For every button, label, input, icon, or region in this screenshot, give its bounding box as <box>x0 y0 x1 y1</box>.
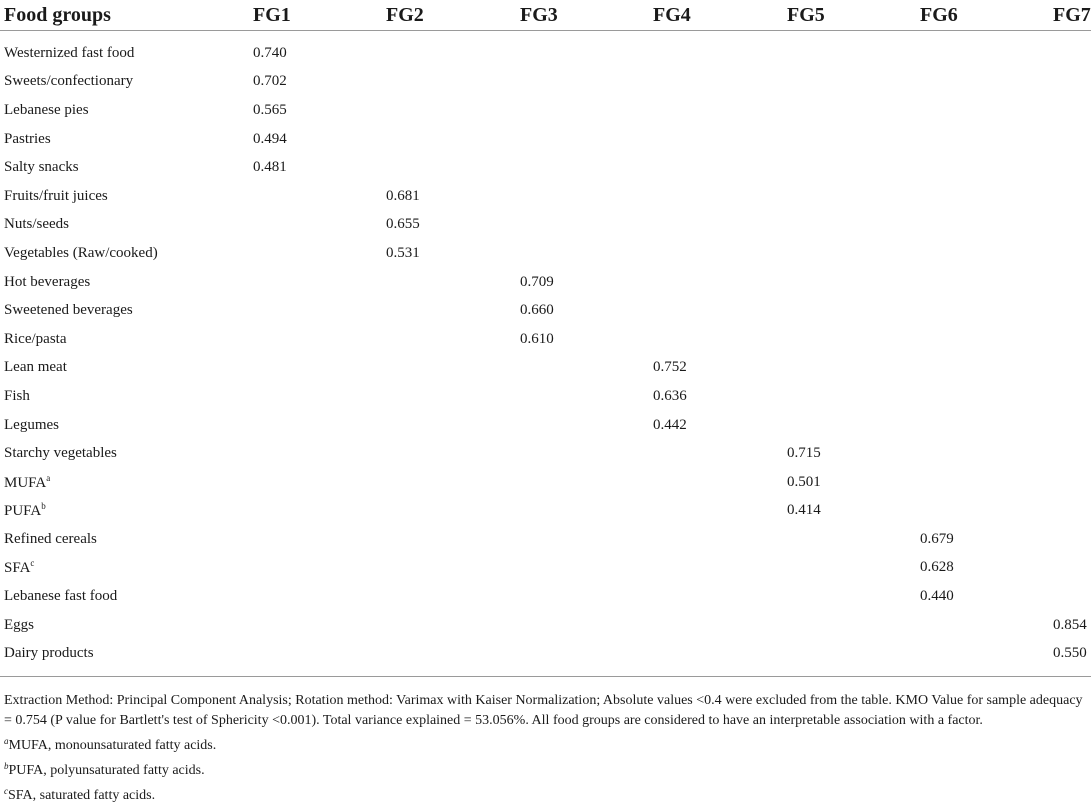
loading-cell-fg3 <box>516 182 649 211</box>
table-row <box>0 31 1091 68</box>
loading-cell-fg7 <box>1049 153 1091 182</box>
table-row <box>0 96 1091 125</box>
loading-cell-fg6 <box>916 96 1049 125</box>
loading-cell-fg1 <box>249 525 382 554</box>
loading-cell-fg3 <box>516 611 649 640</box>
loading-cell-fg6 <box>916 296 1049 325</box>
table-row <box>0 182 1091 211</box>
column-header-fg4: FG4 <box>653 3 691 26</box>
loading-cell-fg1 <box>249 611 382 640</box>
loading-cell-fg3 <box>516 525 649 554</box>
loading-cell-fg1: 0.702 <box>253 73 287 90</box>
loading-cell-fg3 <box>516 239 649 268</box>
food-group-name: Dairy products <box>4 645 94 662</box>
loading-cell-fg5 <box>783 411 916 440</box>
loading-cell-fg2 <box>382 96 516 125</box>
food-group-name: MUFA$^a$ <box>4 472 51 491</box>
food-group-name: Nuts/seeds <box>4 216 69 233</box>
loading-cell-fg6 <box>916 468 1049 497</box>
table-row <box>0 125 1091 154</box>
loading-cell-fg1 <box>249 582 382 611</box>
loading-cell-fg2 <box>382 468 516 497</box>
loading-cell-fg7 <box>1049 268 1091 297</box>
food-group-name: PUFA$^b$ <box>4 501 46 520</box>
loading-cell-fg7 <box>1049 497 1091 526</box>
table-row <box>0 525 1091 554</box>
loading-cell-fg7 <box>1049 325 1091 354</box>
loading-cell-fg7 <box>1049 582 1091 611</box>
loading-cell-fg4 <box>649 153 783 182</box>
loading-cell-fg5: 0.414 <box>787 502 821 519</box>
loading-cell-fg4 <box>649 268 783 297</box>
loading-cell-fg6 <box>916 611 1049 640</box>
loading-cell-fg3 <box>516 639 649 676</box>
table-row <box>0 497 1091 526</box>
loading-cell-fg4 <box>649 239 783 268</box>
footnote-marker: a <box>46 472 51 483</box>
loading-cell-fg6 <box>916 268 1049 297</box>
table-row <box>0 411 1091 440</box>
loading-cell-fg7 <box>1049 382 1091 411</box>
loading-cell-fg4 <box>649 211 783 240</box>
loading-cell-fg6 <box>916 182 1049 211</box>
loading-cell-fg6: 0.628 <box>920 559 954 576</box>
loading-cell-fg1 <box>249 497 382 526</box>
table-body <box>0 31 1091 677</box>
column-header-fg7: FG7 <box>1053 3 1091 26</box>
loading-cell-fg7 <box>1049 182 1091 211</box>
table-row <box>0 325 1091 354</box>
loading-cell-fg7: 0.550 <box>1053 645 1087 662</box>
food-group-name: Refined cereals <box>4 530 97 547</box>
loading-cell-fg5: 0.715 <box>787 445 821 462</box>
loading-cell-fg2 <box>382 411 516 440</box>
loading-cell-fg4: 0.752 <box>653 359 687 376</box>
loading-cell-fg7 <box>1049 439 1091 468</box>
loading-cell-fg3 <box>516 497 649 526</box>
food-group-name: Legumes <box>4 416 59 433</box>
table-row <box>0 582 1091 611</box>
loading-cell-fg6 <box>916 211 1049 240</box>
loading-cell-fg2: 0.681 <box>386 187 420 204</box>
column-header-fg2: FG2 <box>386 3 424 26</box>
food-group-name: Westernized fast food <box>4 44 135 61</box>
food-group-name: Lebanese pies <box>4 101 89 118</box>
loading-cell-fg6 <box>916 411 1049 440</box>
footnote-item: $^a$MUFA, monounsaturated fatty acids. <box>4 736 217 753</box>
table-row <box>0 382 1091 411</box>
loading-cell-fg4 <box>649 68 783 97</box>
loading-cell-fg1 <box>249 411 382 440</box>
table-header-row <box>0 0 1091 31</box>
footnote-marker: c <box>30 558 35 569</box>
loading-cell-fg6: 0.440 <box>920 588 954 605</box>
loading-cell-fg7 <box>1049 125 1091 154</box>
loading-cell-fg3 <box>516 153 649 182</box>
loading-cell-fg1 <box>249 325 382 354</box>
table-row <box>0 68 1091 97</box>
footnote-item: $^c$SFA, saturated fatty acids. <box>4 786 156 803</box>
loading-cell-fg6 <box>916 439 1049 468</box>
loading-cell-fg2: 0.655 <box>386 216 420 233</box>
loading-cell-fg7 <box>1049 554 1091 583</box>
loading-cell-fg4 <box>649 325 783 354</box>
food-group-name: Hot beverages <box>4 273 91 290</box>
table-row <box>0 153 1091 182</box>
loading-cell-fg7 <box>1049 31 1091 68</box>
food-group-name: Starchy vegetables <box>4 445 117 462</box>
loading-cell-fg3 <box>516 382 649 411</box>
column-header-fg1: FG1 <box>253 3 291 26</box>
loading-cell-fg5 <box>783 525 916 554</box>
loading-cell-fg2 <box>382 439 516 468</box>
loading-cell-fg5 <box>783 239 916 268</box>
loading-cell-fg5 <box>783 639 916 676</box>
loading-cell-fg6 <box>916 354 1049 383</box>
column-header-fg6: FG6 <box>920 3 958 26</box>
loading-cell-fg3 <box>516 411 649 440</box>
loading-cell-fg3 <box>516 468 649 497</box>
loading-cell-fg4 <box>649 96 783 125</box>
loading-cell-fg2 <box>382 554 516 583</box>
loading-cell-fg3: 0.610 <box>520 330 554 347</box>
loading-cell-fg6 <box>916 125 1049 154</box>
loading-cell-fg2 <box>382 268 516 297</box>
loading-cell-fg1 <box>249 182 382 211</box>
loading-cell-fg3 <box>516 439 649 468</box>
loading-cell-fg1 <box>249 382 382 411</box>
loading-cell-fg7 <box>1049 96 1091 125</box>
loading-cell-fg5 <box>783 582 916 611</box>
loading-cell-fg5 <box>783 382 916 411</box>
footnote-list <box>4 731 1091 806</box>
loading-cell-fg6 <box>916 325 1049 354</box>
loading-cell-fg6 <box>916 31 1049 68</box>
table-row <box>0 268 1091 297</box>
column-header-fg5: FG5 <box>787 3 825 26</box>
loading-cell-fg2 <box>382 325 516 354</box>
loading-cell-fg7 <box>1049 296 1091 325</box>
food-group-name: Rice/pasta <box>4 330 67 347</box>
loading-cell-fg5 <box>783 68 916 97</box>
food-group-name: Lebanese fast food <box>4 588 118 605</box>
food-group-name: Fish <box>4 387 30 404</box>
loading-cell-fg6 <box>916 68 1049 97</box>
loading-cell-fg4 <box>649 582 783 611</box>
loading-cell-fg6: 0.679 <box>920 530 954 547</box>
table-footnotes <box>0 691 1091 806</box>
loading-cell-fg1: 0.740 <box>253 44 287 61</box>
table-row <box>0 211 1091 240</box>
loading-cell-fg4 <box>649 439 783 468</box>
loading-cell-fg4: 0.636 <box>653 387 687 404</box>
loading-cell-fg3 <box>516 582 649 611</box>
loading-cell-fg3 <box>516 68 649 97</box>
loading-cell-fg3 <box>516 354 649 383</box>
table-row <box>0 439 1091 468</box>
table-row <box>0 296 1091 325</box>
loading-cell-fg1 <box>249 639 382 676</box>
loading-cell-fg3: 0.660 <box>520 302 554 319</box>
loading-cell-fg1 <box>249 268 382 297</box>
loading-cell-fg5 <box>783 354 916 383</box>
loading-cell-fg2 <box>382 611 516 640</box>
loading-cell-fg6 <box>916 639 1049 676</box>
loading-cell-fg1 <box>249 468 382 497</box>
loading-cell-fg2 <box>382 296 516 325</box>
loading-cell-fg4 <box>649 125 783 154</box>
loading-cell-fg5 <box>783 96 916 125</box>
table-row <box>0 354 1091 383</box>
loading-cell-fg4 <box>649 525 783 554</box>
food-group-name: Lean meat <box>4 359 67 376</box>
food-group-name: Vegetables (Raw/cooked) <box>4 244 158 261</box>
loading-cell-fg7 <box>1049 211 1091 240</box>
loading-cell-fg1 <box>249 439 382 468</box>
loading-cell-fg6 <box>916 382 1049 411</box>
loading-cell-fg1 <box>249 354 382 383</box>
loading-cell-fg4 <box>649 182 783 211</box>
loading-cell-fg4 <box>649 611 783 640</box>
loading-cell-fg3 <box>516 96 649 125</box>
loading-cell-fg7 <box>1049 68 1091 97</box>
loading-cell-fg1 <box>249 239 382 268</box>
loading-cell-fg4 <box>649 497 783 526</box>
food-group-name: Fruits/fruit juices <box>4 187 108 204</box>
table-row <box>0 239 1091 268</box>
food-group-name: Eggs <box>4 616 34 633</box>
loading-cell-fg2 <box>382 354 516 383</box>
footnote-marker: b <box>41 501 46 512</box>
loading-cell-fg1: 0.494 <box>253 130 287 147</box>
loading-cell-fg2: 0.531 <box>386 244 420 261</box>
loading-cell-fg2 <box>382 639 516 676</box>
loading-cell-fg3 <box>516 554 649 583</box>
footnote-main: Extraction Method: Principal Component Analysis; Rotation method: Varimax with Kaiser Normalization; Absolute values <0.4 were excluded from the table. KMO Value for sample adequacy = 0.754 (P value for Bartlett's test of Sphericity <0.001). Total variance explained = 53.056%. All food groups are considered to have an interpretable association with a factor. <box>4 693 1083 728</box>
table-row <box>0 554 1091 583</box>
loading-cell-fg5 <box>783 325 916 354</box>
table-row <box>0 468 1091 497</box>
loading-cell-fg6 <box>916 497 1049 526</box>
loading-cell-fg2 <box>382 68 516 97</box>
loading-cell-fg3: 0.709 <box>520 273 554 290</box>
loading-cell-fg1 <box>249 211 382 240</box>
loading-cell-fg5: 0.501 <box>787 473 821 490</box>
loading-cell-fg5 <box>783 296 916 325</box>
loading-cell-fg7 <box>1049 411 1091 440</box>
loading-cell-fg4 <box>649 468 783 497</box>
loading-cell-fg1: 0.565 <box>253 101 287 118</box>
loading-cell-fg2 <box>382 382 516 411</box>
loading-cell-fg7 <box>1049 239 1091 268</box>
loading-cell-fg6 <box>916 153 1049 182</box>
loading-cell-fg5 <box>783 611 916 640</box>
food-group-name: Sweets/confectionary <box>4 73 134 90</box>
loading-cell-fg3 <box>516 211 649 240</box>
loading-cell-fg2 <box>382 497 516 526</box>
loading-cell-fg2 <box>382 153 516 182</box>
loading-cell-fg4 <box>649 31 783 68</box>
loading-cell-fg5 <box>783 31 916 68</box>
table-row <box>0 639 1091 676</box>
loading-cell-fg4: 0.442 <box>653 416 687 433</box>
food-group-name: SFA$^c$ <box>4 558 35 577</box>
food-group-name: Sweetened beverages <box>4 302 133 319</box>
loading-cell-fg2 <box>382 125 516 154</box>
loading-cell-fg1 <box>249 554 382 583</box>
loading-cell-fg3 <box>516 125 649 154</box>
loading-cell-fg5 <box>783 268 916 297</box>
loading-cell-fg4 <box>649 639 783 676</box>
loading-cell-fg4 <box>649 554 783 583</box>
loading-cell-fg3 <box>516 31 649 68</box>
loading-cell-fg6 <box>916 239 1049 268</box>
loading-cell-fg5 <box>783 153 916 182</box>
food-group-name: Salty snacks <box>4 159 79 176</box>
column-header-fg3: FG3 <box>520 3 558 26</box>
loading-cell-fg1: 0.481 <box>253 159 287 176</box>
loading-cell-fg7 <box>1049 468 1091 497</box>
loading-cell-fg7: 0.854 <box>1053 616 1087 633</box>
loading-cell-fg2 <box>382 31 516 68</box>
footnote-item: $^b$PUFA, polyunsaturated fatty acids. <box>4 761 205 778</box>
food-group-name: Pastries <box>4 130 51 147</box>
loading-cell-fg2 <box>382 525 516 554</box>
loading-cell-fg4 <box>649 296 783 325</box>
loading-cell-fg5 <box>783 211 916 240</box>
table-row <box>0 611 1091 640</box>
loading-cell-fg1 <box>249 296 382 325</box>
loading-cell-fg5 <box>783 125 916 154</box>
loading-cell-fg5 <box>783 554 916 583</box>
column-header-food-groups: Food groups <box>4 3 111 26</box>
loading-cell-fg5 <box>783 182 916 211</box>
loading-cell-fg7 <box>1049 354 1091 383</box>
loading-cell-fg2 <box>382 582 516 611</box>
loading-cell-fg7 <box>1049 525 1091 554</box>
